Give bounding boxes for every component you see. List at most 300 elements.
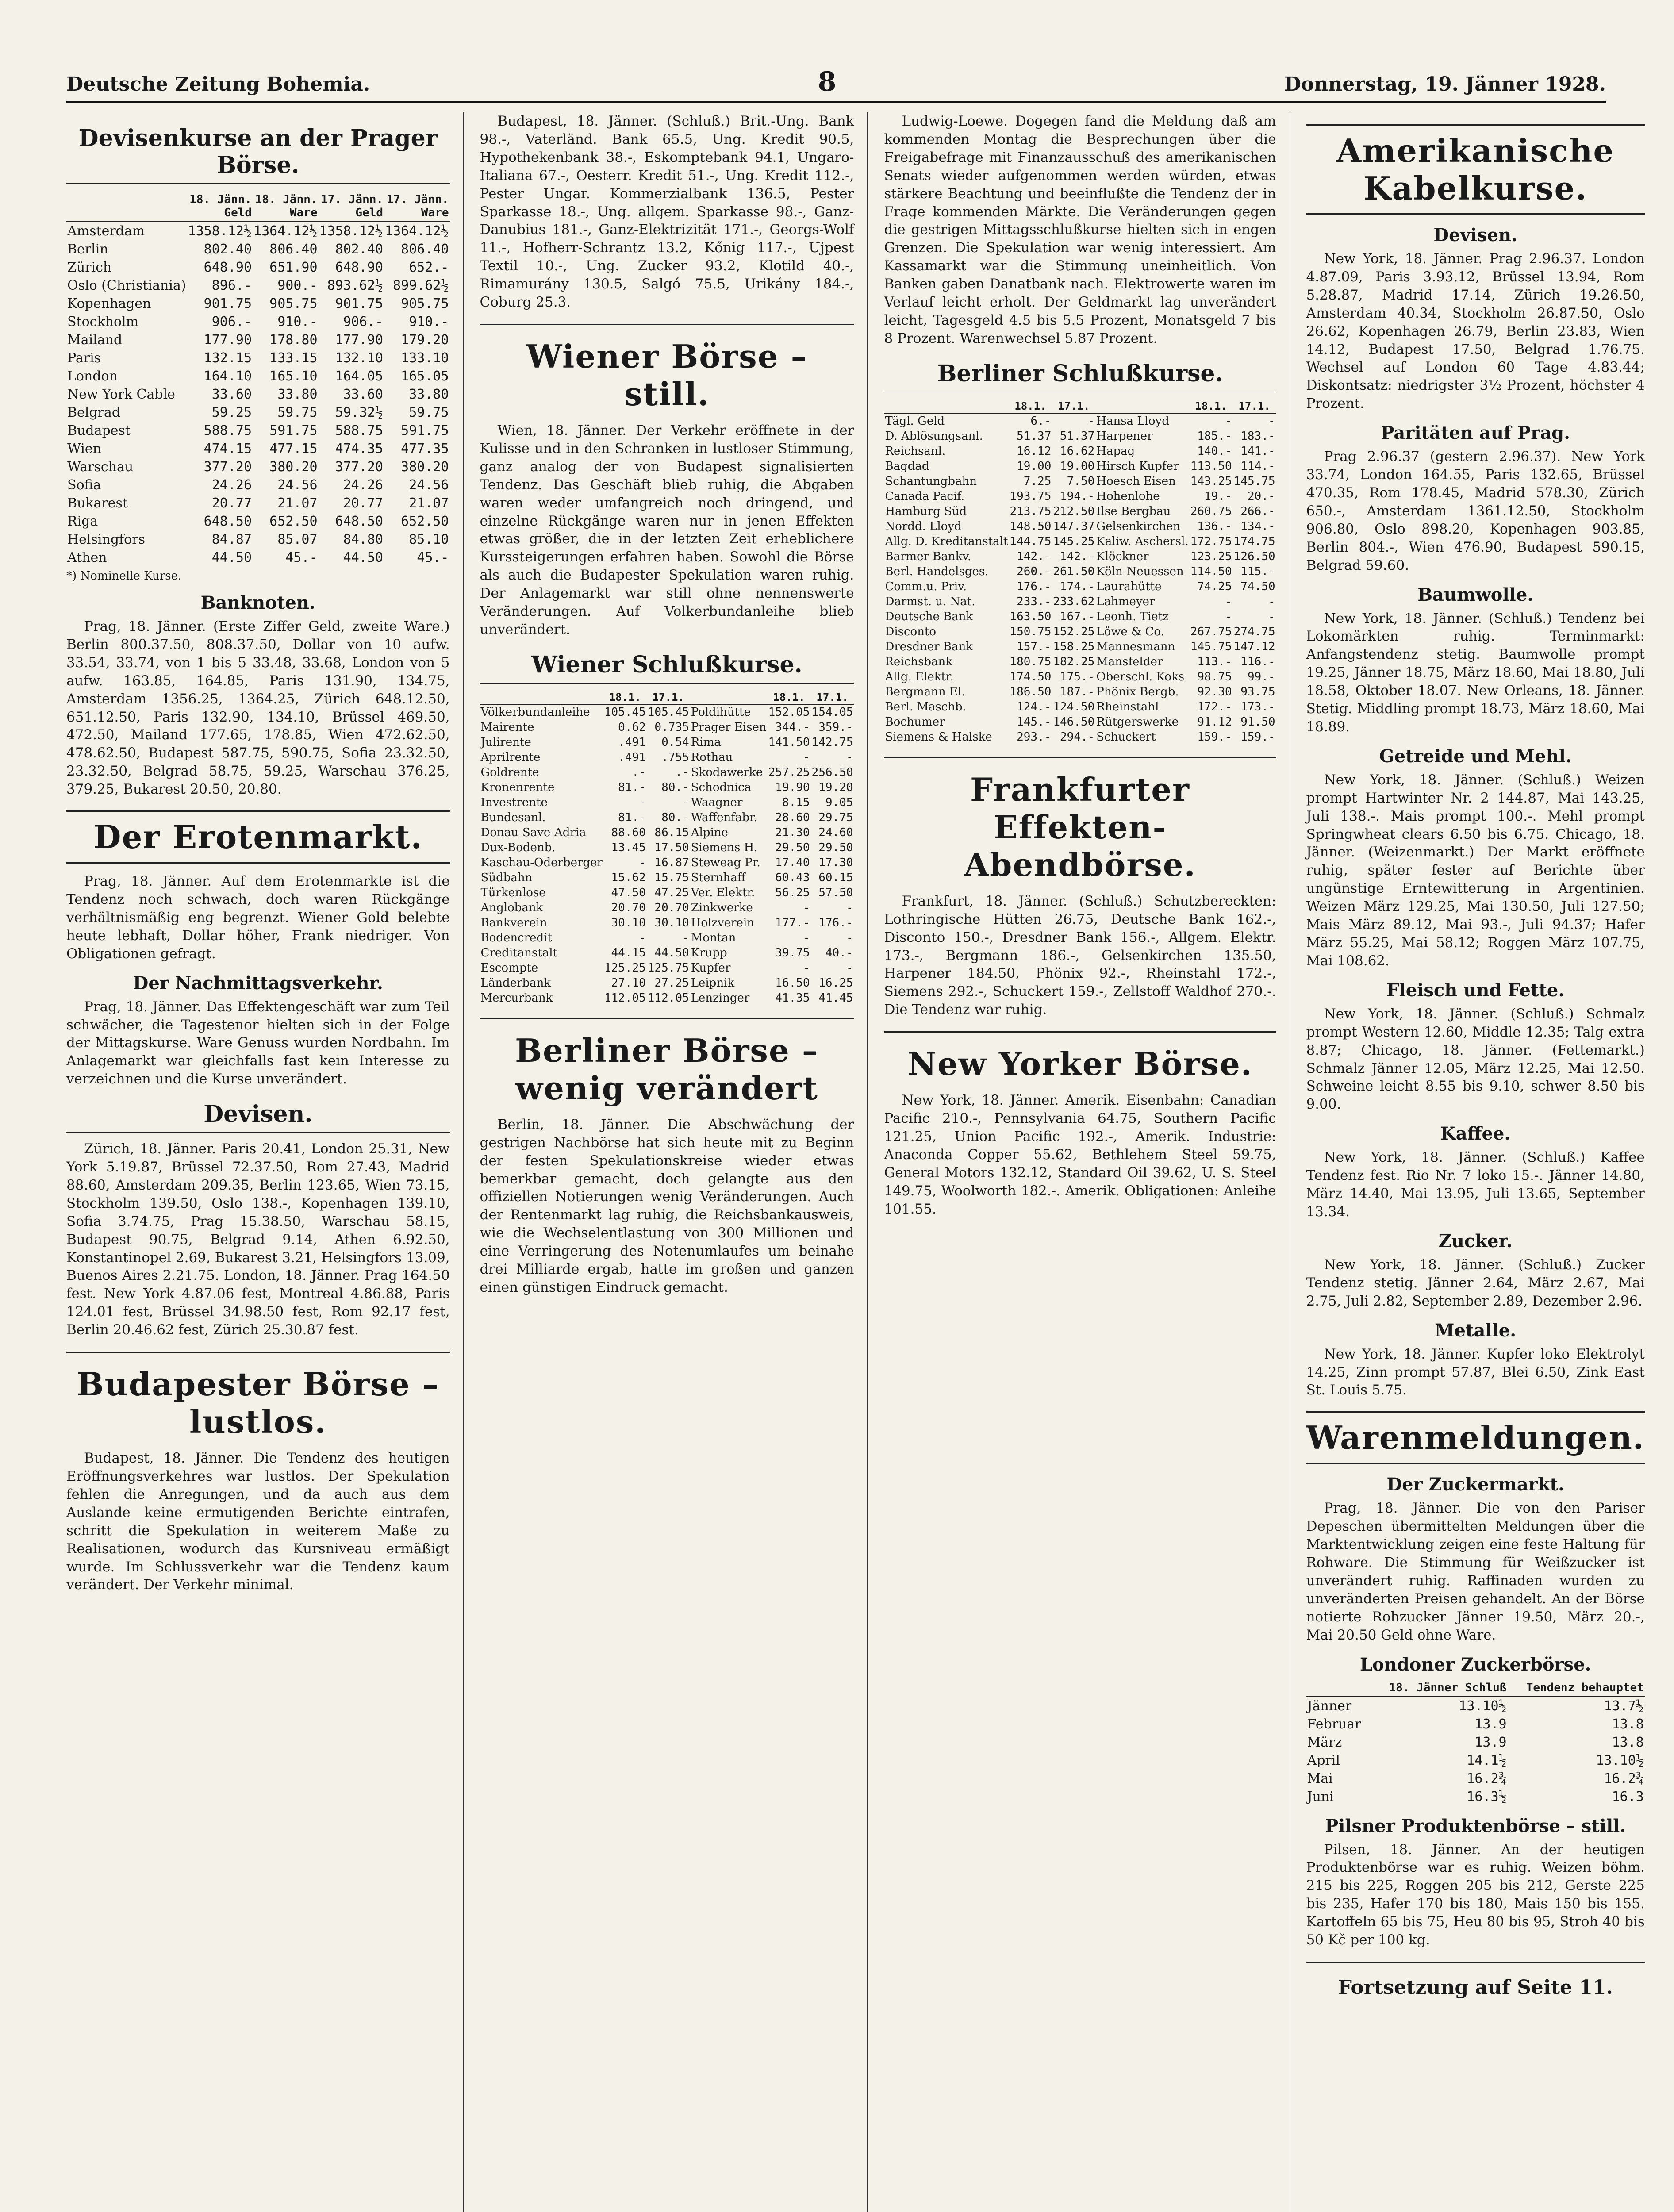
table-cell: Zinkwerke — [691, 901, 753, 914]
kaffee-text: New York, 18. Jänner. (Schluß.) Kaffee Tendenz fest. Rio Nr. 7 loko 15.-. Jänner 14.80, März 14.40, Mai 13.95, Juli 13.65, September 13.34. — [1306, 1149, 1645, 1220]
table-cell: 33.60 — [343, 387, 384, 402]
table-cell: 178.80 — [269, 332, 318, 348]
table-cell: Klöckner — [1096, 549, 1149, 563]
table-cell: 123.25 — [1190, 549, 1232, 563]
table-cell: .491 — [618, 750, 646, 764]
table-cell: 152.05 — [768, 705, 810, 719]
table-cell: 13.7½ — [1604, 1698, 1644, 1714]
table-cell: 146.50 — [1053, 715, 1095, 729]
table-cell: 14.1½ — [1467, 1752, 1507, 1768]
table-cell: 29.50 — [818, 841, 853, 854]
table-cell: 29.50 — [775, 841, 810, 854]
table-cell: 177.90 — [335, 332, 384, 348]
table-cell: Türkenlose — [480, 886, 546, 899]
table-cell: 44.50 — [211, 550, 252, 565]
berliner-schluss-title: Berliner Schlußkurse. — [884, 360, 1276, 392]
column-header: 17.1. — [1052, 399, 1095, 413]
table-cell: 802.40 — [335, 242, 384, 257]
table-cell: 164.10 — [203, 369, 252, 384]
table-cell: Bergmann El. — [885, 685, 965, 699]
table-cell: 141.50 — [768, 735, 810, 749]
table-cell: Comm.u. Priv. — [885, 580, 967, 593]
table-cell: Montan — [691, 931, 736, 945]
table-cell: Rima — [691, 735, 721, 749]
table-cell: 7.25 — [1023, 474, 1052, 488]
table-cell: 901.75 — [203, 296, 252, 311]
table-cell: 47.50 — [611, 886, 646, 899]
table-cell: Bagdad — [885, 459, 929, 473]
table-cell: 906.- — [343, 314, 384, 330]
table-cell: 21.07 — [409, 495, 449, 511]
quote-row — [480, 991, 854, 1006]
divider — [884, 1031, 1276, 1033]
quote-row — [480, 795, 854, 810]
quote-row — [480, 720, 854, 735]
table-cell: 145.- — [1017, 715, 1052, 729]
nachmittag-text: Prag, 18. Jänner. Das Effektengeschäft war zum Teil schwächer, die Tagestenor hielten sich in der Folge der Mittagskurse. Ware Genuss wurden Nordbahn. Im Anlagemarkt war gleichfalls fast kein Interesse zu verzeichnen und die Kurse unverändert. — [66, 998, 450, 1087]
table-cell: 477.15 — [269, 441, 318, 457]
table-cell: 80.- — [661, 810, 689, 824]
table-cell: 105.45 — [604, 705, 646, 719]
quote-row — [884, 489, 1276, 504]
table-cell: 159.- — [1197, 730, 1232, 744]
table-cell: 274.75 — [1233, 625, 1275, 638]
quote-row — [884, 594, 1276, 609]
column-header: Tendenz behauptet — [1508, 1679, 1645, 1697]
table-cell: Kronenrente — [480, 780, 555, 794]
table-cell: Südbahn — [480, 871, 533, 884]
table-cell: 136.- — [1197, 519, 1232, 533]
budapest-title: Budapester Börse – lustlos. — [77, 1365, 439, 1441]
table-cell: Hapag — [1096, 444, 1135, 458]
devisen-row — [66, 258, 450, 276]
devisen-table — [66, 191, 450, 567]
table-cell: 9.05 — [825, 795, 853, 809]
quote-row — [884, 534, 1276, 549]
quote-row — [884, 413, 1276, 429]
table-cell: - — [802, 750, 810, 764]
fleisch-text: New York, 18. Jänner. (Schluß.) Schmalz prompt Western 12.60, Middle 12.35; Talg extra 8.87; Chicago, 18. Jänner. (Fettemarkt.) Schmalz Jänner 12.05, März 12.25, Mai 12.50. Schweine leicht 8.55 bis 9.10, schwer 8.50 bis 9.00. — [1306, 1006, 1645, 1113]
column-2 — [480, 112, 868, 2212]
quote-row — [884, 730, 1276, 745]
table-cell: 13.8 — [1612, 1734, 1644, 1750]
table-cell: Belgrad — [67, 405, 121, 420]
table-cell: .- — [632, 765, 646, 779]
quote-row — [480, 915, 854, 930]
table-cell: Laurahütte — [1096, 580, 1162, 593]
metalle-sub: Metalle. — [1435, 1320, 1517, 1341]
devisen-row — [66, 458, 450, 476]
table-cell: 157.- — [1017, 640, 1052, 653]
table-cell: 344.- — [775, 720, 810, 734]
zucker-sub: Zucker. — [1438, 1230, 1513, 1252]
table-cell: 16.3½ — [1467, 1789, 1507, 1805]
table-cell: Schantungbahn — [885, 474, 977, 488]
table-cell: 477.35 — [401, 441, 449, 457]
table-cell: 179.20 — [401, 332, 449, 348]
table-cell: 165.10 — [269, 369, 318, 384]
quote-row — [884, 624, 1276, 639]
table-cell: - — [1225, 414, 1232, 428]
table-cell: Rothau — [691, 750, 733, 764]
table-cell: 44.50 — [343, 550, 384, 565]
frankfurter-title: Frankfurter Effekten-Abendbörse. — [964, 770, 1196, 883]
table-cell: 148.50 — [1010, 519, 1052, 533]
banknoten-title: Banknoten. — [200, 592, 315, 613]
quote-row — [884, 474, 1276, 489]
table-cell: 91.50 — [1240, 715, 1275, 729]
table-cell: 180.75 — [1010, 655, 1052, 668]
quote-row — [480, 780, 854, 795]
quote-row — [884, 714, 1276, 730]
table-cell: 905.75 — [401, 296, 449, 311]
table-cell: 13.9 — [1474, 1734, 1507, 1750]
table-cell: Oslo (Christiania) — [67, 278, 186, 293]
table-cell: April — [1307, 1752, 1340, 1768]
quote-row — [884, 459, 1276, 474]
table-cell: 648.90 — [335, 260, 384, 275]
table-cell: Lahmeyer — [1096, 595, 1155, 608]
table-cell: Bukarest — [67, 495, 128, 511]
table-cell: 16.2¾ — [1604, 1770, 1644, 1786]
table-cell: Tägl. Geld — [885, 414, 945, 428]
quote-row — [884, 654, 1276, 669]
table-cell: Hamburg Süd — [885, 504, 967, 518]
zuckermarkt-text: Prag, 18. Jänner. Die von den Pariser Depeschen übermittelten Meldungen über die Marktentwicklung zeigen eine feste Haltung für Rohware. Die Stimmung für Weißzucker ist unverändert ruhig. Raffinaden wurden zu unveränderten Preisen gehandelt. An der Börse notierte Rohzucker Jänner 19.50, März 20.-, Mai 20.50 Geld ohne Ware. — [1306, 1500, 1645, 1643]
table-cell: 19.00 — [1017, 459, 1052, 473]
table-cell: 906.- — [211, 314, 252, 330]
table-cell: 13.10½ — [1596, 1752, 1644, 1768]
table-cell: 1364.12½ — [253, 223, 318, 239]
table-cell: 172.- — [1197, 700, 1232, 714]
table-cell: 81.- — [618, 780, 646, 794]
table-cell: 133.15 — [269, 350, 318, 366]
quote-row — [480, 975, 854, 991]
table-cell: 193.75 — [1010, 489, 1052, 503]
column-3 — [884, 112, 1290, 2212]
table-cell: Wien — [67, 441, 101, 457]
masthead — [66, 66, 1606, 103]
table-cell: 15.62 — [611, 871, 646, 884]
devisen2-title: Devisen. — [66, 1101, 450, 1133]
table-cell: - — [1225, 610, 1232, 623]
table-cell: .491 — [618, 735, 646, 749]
quote-row — [884, 519, 1276, 534]
table-cell: 17.30 — [818, 856, 853, 869]
quote-row — [884, 444, 1276, 459]
londoner-table — [1306, 1679, 1645, 1806]
table-cell: Kaschau-Oderberger — [480, 856, 603, 869]
table-cell: 59.32½ — [335, 405, 384, 420]
table-cell: 27.25 — [654, 976, 689, 990]
table-cell: 174.- — [1060, 580, 1095, 593]
divider — [884, 757, 1276, 758]
table-cell: Anglobank — [480, 901, 543, 914]
column-header: 18. Jänn. Geld — [187, 191, 253, 222]
table-cell: 16.3 — [1612, 1789, 1644, 1805]
table-cell: 6.- — [1030, 414, 1052, 428]
column-header: 18.1. — [1190, 399, 1233, 413]
table-cell: Länderbank — [480, 976, 551, 990]
table-cell: 185.- — [1197, 429, 1232, 443]
baumwolle-text: New York, 18. Jänner. (Schluß.) Tendenz bei Lokomärkten ruhig. Terminmarkt: Anfangstendenz stetig. Baumwolle prompt 19.25, Jänner 18.75, März 18.60, Mai 18.80, Juli 18.58, Oktober 18.07. New Orleans, 18. Jänner. Stetig. Middling prompt 18.73, März 18.60, Mai 18.89. — [1306, 610, 1645, 735]
table-cell: Darmst. u. Nat. — [885, 595, 975, 608]
table-cell: Schodnica — [691, 780, 752, 794]
table-cell: 0.735 — [654, 720, 689, 734]
table-cell: Paris — [67, 350, 101, 366]
devisen-row — [66, 512, 450, 530]
table-cell: - — [639, 931, 646, 945]
table-cell: 141.- — [1240, 444, 1275, 458]
table-cell: Dux-Bodenb. — [480, 841, 556, 854]
newyork-boerse-title: New Yorker Börse. — [907, 1045, 1253, 1083]
table-cell: 910.- — [409, 314, 449, 330]
issue-date: Donnerstag, 19. Jänner 1928. — [1284, 73, 1606, 96]
column-header — [1306, 1679, 1371, 1697]
quote-row — [480, 765, 854, 780]
table-cell: Zürich — [67, 260, 112, 275]
table-cell: Mansfelder — [1096, 655, 1163, 668]
table-cell: Bochumer — [885, 715, 945, 729]
column-header: 18.1. — [1009, 399, 1052, 413]
devisen-note: *) Nominelle Kurse. — [66, 569, 182, 583]
table-cell: 176.- — [818, 916, 853, 929]
table-cell: - — [639, 856, 646, 869]
devisen-row — [66, 331, 450, 349]
table-cell: Hohenlohe — [1096, 489, 1160, 503]
quote-row — [480, 900, 854, 915]
table-cell: 56.25 — [775, 886, 810, 899]
devisen-row — [66, 367, 450, 385]
devisen-row — [66, 476, 450, 494]
table-cell: Aprilrente — [480, 750, 541, 764]
table-cell: 147.37 — [1053, 519, 1095, 533]
table-cell: 652.- — [409, 260, 449, 275]
table-cell: 187.- — [1060, 685, 1095, 699]
table-cell: 899.62½ — [393, 278, 449, 293]
table-cell: Helsingfors — [67, 532, 145, 547]
table-cell: Allg. D. Kreditanstalt — [885, 534, 1008, 548]
table-cell: 30.10 — [654, 916, 689, 929]
table-cell: Investrente — [480, 795, 548, 809]
table-cell: 182.25 — [1053, 655, 1095, 668]
zucker-row — [1306, 1751, 1645, 1770]
table-cell: 591.75 — [269, 423, 318, 438]
intro-text: Ludwig-Loewe. Dogegen fand die Meldung daß am kommenden Montag die Besprechungen über die Freigabefrage mit Finanzausschuß des amerikanischen Senats wieder aufgenommen werden würden, etwas stärkere Beachtung und beeinflußte die Tendenz der in Frage kommenden Märkte. Die Veränderungen gegen die gestrigen Mittagsschlußkurse hielten sich in engen Grenzen. Die Spekulation war wenig interessiert. Am Kassamarkt war die Stimmung uneinheitlich. Von Banken gaben Danatbank nach. Elektrowerte waren im Verlauf leicht erholt. Der Geldmarkt lag unverändert leicht, Tagesgeld 4.5 bis 5.5 Prozent, Monatsgeld 7 bis 8 Prozent. Warenwechsel 5.87 Prozent. — [884, 113, 1276, 346]
table-cell: 20.70 — [654, 901, 689, 914]
column-header: 17.1. — [1233, 399, 1276, 413]
table-cell: 233.62 — [1053, 595, 1095, 608]
table-cell: 893.62½ — [327, 278, 384, 293]
table-cell: 177.90 — [203, 332, 252, 348]
column-header: 18.1. — [603, 691, 647, 704]
berliner-quotes-table — [884, 399, 1276, 745]
table-cell: 377.20 — [203, 459, 252, 475]
devisen-row — [66, 313, 450, 331]
table-cell: 591.75 — [401, 423, 449, 438]
paritaeten-sub: Paritäten auf Prag. — [1381, 422, 1570, 444]
getreide-sub: Getreide und Mehl. — [1379, 745, 1572, 767]
table-cell: Athen — [67, 550, 107, 565]
table-cell: Poldihütte — [691, 705, 751, 719]
table-cell: - — [846, 901, 853, 914]
table-cell: Skodawerke — [691, 765, 763, 779]
table-cell: 91.12 — [1197, 715, 1232, 729]
table-cell: 256.50 — [811, 765, 853, 779]
table-cell: 16.25 — [818, 976, 853, 990]
table-cell: 652.50 — [269, 514, 318, 529]
table-cell: 1358.12½ — [188, 223, 252, 239]
table-cell: Creditanstalt — [480, 946, 557, 960]
table-cell: 29.75 — [818, 810, 853, 824]
table-cell: 74.25 — [1197, 580, 1232, 593]
table-cell: 802.40 — [203, 242, 252, 257]
table-cell: 1358.12½ — [319, 223, 384, 239]
table-cell: Hirsch Kupfer — [1096, 459, 1179, 473]
table-cell: 8.15 — [782, 795, 810, 809]
column-4 — [1306, 112, 1658, 2212]
table-cell: Phönix Bergb. — [1096, 685, 1179, 699]
table-cell: Kaliw. Aschersl. — [1096, 534, 1189, 548]
zuckermarkt-sub: Der Zuckermarkt. — [1386, 1474, 1564, 1495]
table-cell: Deutsche Bank — [885, 610, 973, 623]
table-cell: 13.8 — [1612, 1716, 1644, 1732]
quote-row — [884, 639, 1276, 654]
table-cell: Goldrente — [480, 765, 539, 779]
table-cell: 901.75 — [335, 296, 384, 311]
table-cell: 44.15 — [611, 946, 646, 960]
table-cell: D. Ablösungsanl. — [885, 429, 983, 443]
table-cell: 13.10½ — [1459, 1698, 1507, 1714]
table-cell: 84.87 — [211, 532, 252, 547]
table-cell: 86.15 — [654, 826, 689, 839]
quote-row — [480, 825, 854, 840]
warenmeldungen-title: Warenmeldungen. — [1306, 1411, 1645, 1464]
table-cell: Leonh. Tietz — [1096, 610, 1169, 623]
table-cell: 19.90 — [775, 780, 810, 794]
quote-row — [480, 870, 854, 885]
table-cell: Völkerbundanleihe — [480, 705, 590, 719]
wiener-boerse-text: Wien, 18. Jänner. Der Verkehr eröffnete in der Kulisse und in den Schranken in lustloser Stimmung, ganz analog der von Budapest signalisierten Tendenz. Das Geschäft blieb ruhig, die Abgaben waren weder umfangreich noch dringend, und einzelne Rückgänge waren nur in jenen Effekten etwas größer, die in der letzten Zeit erheblichere Kurssteigerungen erfahren haben. Sowohl die Börse als auch die Budapester Spekulation waren ruhig. Der Anlagemarkt war still ohne nennenswerte Veränderungen. Auf Volkerbundanleihe blieb unverändert. — [480, 422, 854, 637]
table-cell: 474.35 — [335, 441, 384, 457]
newyork-boerse-text: New York, 18. Jänner. Amerik. Eisenbahn: Canadian Pacific 210.-, Pennsylvania 64.75, Southern Pacific 121.25, Union Pacific 192.-, Amerik. Industrie: Anaconda Copper 55.62, Bethlehem Steel 59.75, General Motors 132.12, Standard Oil 39.62, U. S. Steel 149.75, Woolworth 182.-. Amerik. Obligationen: Anleihe 101.55. — [884, 1092, 1276, 1217]
devisen-sub: Devisen. — [1433, 225, 1517, 246]
table-cell: Lenzinger — [691, 991, 750, 1005]
table-cell: Berlin — [67, 242, 108, 257]
table-cell: Hansa Lloyd — [1096, 414, 1169, 428]
table-cell: 19.20 — [818, 780, 853, 794]
table-cell: Mannesmann — [1096, 640, 1175, 653]
table-cell: 112.05 — [604, 991, 646, 1005]
table-cell: 45.- — [417, 550, 449, 565]
table-cell: 17.50 — [654, 841, 689, 854]
quote-row — [884, 684, 1276, 699]
column-1 — [66, 112, 464, 2212]
zucker-row — [1306, 1715, 1645, 1733]
table-cell: 24.26 — [343, 477, 384, 493]
divider — [480, 324, 854, 325]
table-cell: 40.- — [825, 946, 853, 960]
erotenmarkt-text: Prag, 18. Jänner. Auf dem Erotenmarkte ist die Tendenz noch schwach, doch waren Rückgänge verhältnismäßig eng begrenzt. Wiener Gold belebte heute lebhaft, Dollar höher, Frank niedriger. Von Obligationen gefragt. — [66, 873, 450, 962]
table-cell: 260.75 — [1190, 504, 1232, 518]
frankfurter-text: Frankfurt, 18. Jänner. (Schluß.) Schutzbereckten: Lothringische Hütten 26.75, Deutsche Bank 162.-, Disconto 150.-, Dresdner Bank 156.-, Allgem. Elektr. 173.-, Bergmann 186.-, Gelsenkirchen 135.50, Harpener 184.50, Phönix 92.-, Rheinstahl 172.-, Siemens 292.-, Schuckert 159.-, Zellstoff Waldhof 270.-. Die Tendenz war ruhig. — [884, 893, 1276, 1018]
devisen-row — [66, 403, 450, 422]
table-cell: Siemens & Halske — [885, 730, 992, 744]
table-cell: Jänner — [1307, 1698, 1352, 1714]
table-cell: 33.80 — [277, 387, 318, 402]
getreide-text: New York, 18. Jänner. (Schluß.) Weizen prompt Hartwinter Nr. 2 144.87, Mai 143.25, Juli 138.-. Mais prompt 100.-. Mehl prompt Springwheat clears 6.50 bis 6.75. Chicago, 18. Jänner. (Weizenmarkt.) Der Markt eröffnete ruhig, später fester auf Berichte über ungünstige Erntewitterung in Argentinien. Weizen März 129.25, Mai 130.50, Juli 127.50; Mais März 89.12, Mai 93.-, Juli 94.37; Hafer März 55.25, Mai 58.12; Roggen März 107.75, Mai 108.62. — [1306, 772, 1645, 969]
table-cell: - — [1087, 414, 1095, 428]
table-cell: 648.90 — [203, 260, 252, 275]
table-cell: 124.- — [1017, 700, 1052, 714]
devisen-row — [66, 222, 450, 240]
table-cell: 0.54 — [661, 735, 689, 749]
table-cell: 145.25 — [1053, 534, 1095, 548]
table-cell: London — [67, 369, 118, 384]
table-cell: 652.50 — [401, 514, 449, 529]
paritaeten-text: Prag 2.96.37 (gestern 2.96.37). New York 33.74, London 164.55, Paris 132.65, Brüssel 470.35, Rom 178.45, Madrid 578.30, Zürich 650.-, Amsterdam 1361.12.50, Stockholm 906.80, Oslo 898.20, Kopenhagen 903.85, Berlin 804.-, Wien 476.90, Budapest 590.15, Belgrad 59.60. — [1306, 449, 1645, 573]
table-cell: 233.- — [1017, 595, 1052, 608]
table-cell: 158.25 — [1053, 640, 1095, 653]
table-cell: Löwe & Co. — [1096, 625, 1164, 638]
table-cell: 183.- — [1240, 429, 1275, 443]
table-cell: 105.45 — [647, 705, 689, 719]
table-cell: 145.75 — [1233, 474, 1275, 488]
table-cell: Mai — [1307, 1770, 1333, 1786]
table-cell: 132.10 — [335, 350, 384, 366]
table-cell: 150.75 — [1010, 625, 1052, 638]
column-header: 17.1. — [811, 691, 854, 704]
fleisch-sub: Fleisch und Fette. — [1386, 979, 1565, 1001]
table-cell: 380.20 — [401, 459, 449, 475]
quote-row — [480, 810, 854, 825]
table-cell: Ver. Elektr. — [691, 886, 755, 899]
table-cell: 294.- — [1060, 730, 1095, 744]
table-cell: 212.50 — [1053, 504, 1095, 518]
table-cell: 142.75 — [811, 735, 853, 749]
quote-row — [480, 855, 854, 870]
table-cell: - — [802, 961, 810, 975]
table-cell: 474.15 — [203, 441, 252, 457]
table-cell: Leipnik — [691, 976, 735, 990]
table-cell: 13.9 — [1474, 1716, 1507, 1732]
devisen-text: New York, 18. Jänner. Prag 2.96.37. London 4.87.09, Paris 3.93.12, Brüssel 13.94, Rom 5.28.87, Madrid 17.14, Zürich 19.26.50, Amsterdam 40.34, Stockholm 26.87.50, Oslo 26.62, Kopenhagen 26.79, Berlin 23.83, Wien 14.12, Budapest 17.50, Belgrad 1.76.75. Wechsel auf London 60 Tage 4.83.44; Diskontsatz: niedrigster 3½ Prozent, höchster 4 Prozent. — [1306, 251, 1645, 412]
zucker-text: New York, 18. Jänner. (Schluß.) Zucker Tendenz stetig. Jänner 2.64, März 2.67, Mai 2.75, Juli 2.82, September 2.89, Dezember 2.96. — [1306, 1256, 1645, 1309]
table-cell: 174.75 — [1233, 534, 1275, 548]
table-cell: 359.- — [818, 720, 853, 734]
table-cell: 113.- — [1197, 655, 1232, 668]
table-cell: 92.30 — [1197, 685, 1232, 699]
table-cell: Alpine — [691, 826, 728, 839]
table-cell: - — [802, 931, 810, 945]
table-cell: 114.50 — [1190, 565, 1232, 578]
pilsner-sub: Pilsner Produktenbörse – still. — [1325, 1815, 1626, 1836]
table-cell: Barmer Bankv. — [885, 549, 971, 563]
quote-row — [884, 699, 1276, 714]
devisen-row — [66, 240, 450, 258]
table-cell: Bodencredit — [480, 931, 552, 945]
devisen2-text: Zürich, 18. Jänner. Paris 20.41, London 25.31, New York 5.19.87, Brüssel 72.37.50, Rom 27.43, Madrid 88.60, Amsterdam 209.35, Berlin 123.65, Wien 73.15, Stockholm 139.50, Oslo 138.-, Kopenhagen 139.10, Sofia 3.74.75, Prag 15.38.50, Warschau 58.15, Budapest 90.75, Belgrad 9.14, Athen 6.92.50, Konstantinopel 2.69, Bukarest 3.21, Helsingfors 13.09, Buenos Aires 2.21.75. London, 18. Jänner. Prag 164.50 fest. New York 4.87.06 fest, Montreal 4.86.88, Paris 124.01 fest, Brüssel 34.98.50 fest, Rom 92.17 fest, Berlin 20.46.62 fest, Zürich 25.30.87 fest. — [66, 1141, 450, 1338]
table-cell: 260.- — [1017, 565, 1052, 578]
table-cell: 1364.12½ — [385, 223, 449, 239]
table-cell: 59.75 — [409, 405, 449, 420]
berliner-boerse-text: Berlin, 18. Jänner. Die Abschwächung der gestrigen Nachbörse hat sich heute mit zu Beginn der festen Spekulationskreise wieder etwas bemerkbar gemacht, doch gelangte aus den offiziellen Notierungen wenig Veränderungen. Auch der Rentenmarkt lag ruhig, die Reichsbankausweis, wie die Wechselentlastung von 300 Millionen und eine Verringerung des Notenumlaufes um beinahe drei Milliarde ergab, hatte im großen und ganzen einen günstigen Eindruck gemacht. — [480, 1116, 854, 1295]
column-header — [690, 691, 768, 704]
banknoten-text: Prag, 18. Jänner. (Erste Ziffer Geld, zweite Ware.) Berlin 800.37.50, 808.37.50, Dollar von 10 aufw. 33.54, 33.74, von 1 bis 5 33.48, 33.68, London von 5 aufw. 163.85, 164.85, Paris 131.90, 134.75, Amsterdam 1356.25, 1364.25, Zürich 648.12.50, 651.12.50, Paris 132.90, 134.10, Brüssel 469.50, 472.50, Mailand 177.65, 178.85, Wien 472.62.50, 478.62.50, Budapest 587.75, 590.75, Sofia 23.32.50, 23.32.50, Belgrad 58.75, 59.25, Warschau 376.25, 379.25, Bukarest 20.50, 20.80. — [66, 618, 450, 798]
table-cell: 24.26 — [211, 477, 252, 493]
table-cell: Köln-Neuessen — [1096, 565, 1184, 578]
table-cell: 33.80 — [409, 387, 449, 402]
